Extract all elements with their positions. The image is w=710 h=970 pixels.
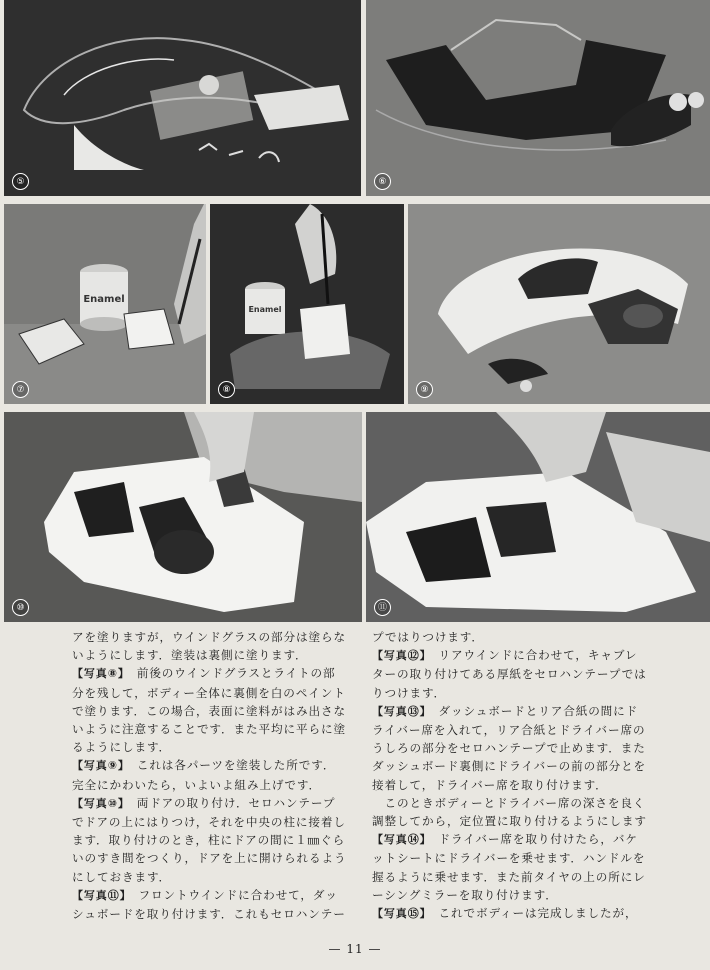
photo-number: ⑤ [12, 173, 29, 190]
photo-number: ⑨ [416, 381, 433, 398]
photo-ref: 【写真⑭】 [372, 833, 426, 847]
text-line: るようにします． [72, 740, 172, 755]
photo-ref: 【写真⑫】 [372, 649, 426, 663]
text-line: アを塗りますが，ウインドグラスの部分は塗らな [72, 630, 346, 644]
photo-number: ⑩ [12, 599, 29, 616]
photo-dashboard-attachment [366, 412, 710, 622]
text-line: 【写真⑮】 これでボディーは完成しましたが， [372, 906, 638, 921]
enamel-label: Enamel [248, 305, 282, 314]
photo-door-attachment [4, 412, 362, 622]
photo-ref: 【写真⑪】 [72, 888, 126, 902]
photo-number: ⑥ [374, 173, 391, 190]
photo-number: ⑧ [218, 381, 235, 398]
text-line: プではりつけます． [372, 630, 484, 644]
photo-ref: 【写真⑩】 [72, 796, 125, 810]
text-line: 【写真⑨】 これは各パーツを塗装した所です． [72, 758, 336, 773]
photo-dashboard-parts [366, 0, 710, 196]
text-line: 完全にかわいたら，いよいよ組み上げです． [72, 777, 321, 792]
text-line: 【写真⑫】 リアウインドに合わせて，キャブレ [372, 648, 638, 663]
photo-painted-parts [408, 204, 710, 404]
photo-number: ⑦ [12, 381, 29, 398]
text-line: ダッシュボード裏側にドライバーの前の部分とを [372, 759, 647, 774]
text-line: 接着して，ドライバー席を取り付けます． [372, 777, 608, 792]
photo-ref: 【写真⑨】 [72, 759, 125, 773]
text-line: 調整してから，定位置に取り付けるようにします [372, 814, 647, 829]
text-column-left [72, 628, 357, 923]
photo-clear-body-parts [4, 0, 361, 196]
enamel-label: Enamel [83, 294, 125, 305]
photo-ref: 【写真⑬】 [372, 704, 426, 718]
text-line: 【写真⑬】 ダッシュボードとリア合紙の間にド [372, 703, 639, 718]
photo-number: ⑪ [374, 599, 391, 616]
photo-ref: 【写真⑮】 [372, 907, 426, 921]
text-line: 【写真⑩】 両ドアの取り付け．セロハンテープ [72, 795, 336, 810]
text-line: 握るように乗せます．また前タイヤの上の所にレ [372, 869, 646, 884]
text-line: ライバー席を入れて，リア合紙とドライバー席の [372, 723, 646, 738]
text-line: いようにします．塗装は裏側に塗ります． [72, 648, 308, 663]
text-line: いように注意することです．また平均に平らに塗 [72, 722, 346, 737]
text-line: にしておきます． [72, 869, 172, 884]
page-number: — 11 — [328, 942, 382, 956]
photo-ref: 【写真⑧】 [72, 667, 125, 681]
text-line: ットシートにドライバーを乗せます．ハンドルを [372, 851, 646, 866]
text-line: でドアの上にはりつけ，それを中央の柱に接着し [72, 815, 346, 830]
text-line: 【写真⑧】 前後のウインドグラスとライトの部 [72, 666, 336, 681]
text-column-right [372, 628, 657, 923]
text-line: うしろの部分をセロハンテープで止めます．また [372, 741, 646, 756]
photo-enamel-paint-window [4, 204, 206, 404]
photo-painting-with-brush [210, 204, 404, 404]
text-line: ます．取り付けのとき，柱にドアの間に１㎜ぐら [72, 833, 346, 848]
instructions-text [0, 628, 710, 970]
text-line: シュボードを取り付けます．これもセロハンテー [72, 907, 346, 922]
text-line: りつけます． [372, 685, 447, 700]
text-line: ーシングミラーを取り付けます． [372, 887, 558, 902]
text-line: いのすき間をつくり，ドアを上に開けられるよう [72, 851, 347, 866]
text-line: 【写真⑪】 フロントウインドに合わせて，ダッ [72, 887, 338, 902]
text-line: ターの取り付けてある厚紙をセロハンテープでは [372, 667, 647, 682]
text-line: 【写真⑭】 ドライバー席を取り付けたら，バケ [372, 832, 638, 847]
text-line: で塗ります．この場合，表面に塗料がはみ出さな [72, 703, 346, 718]
text-line: 分を残して，ボディー全体に裏側を白のペイント [72, 685, 346, 700]
text-line: このときボディーとドライバー席の深さを良く [372, 795, 646, 810]
